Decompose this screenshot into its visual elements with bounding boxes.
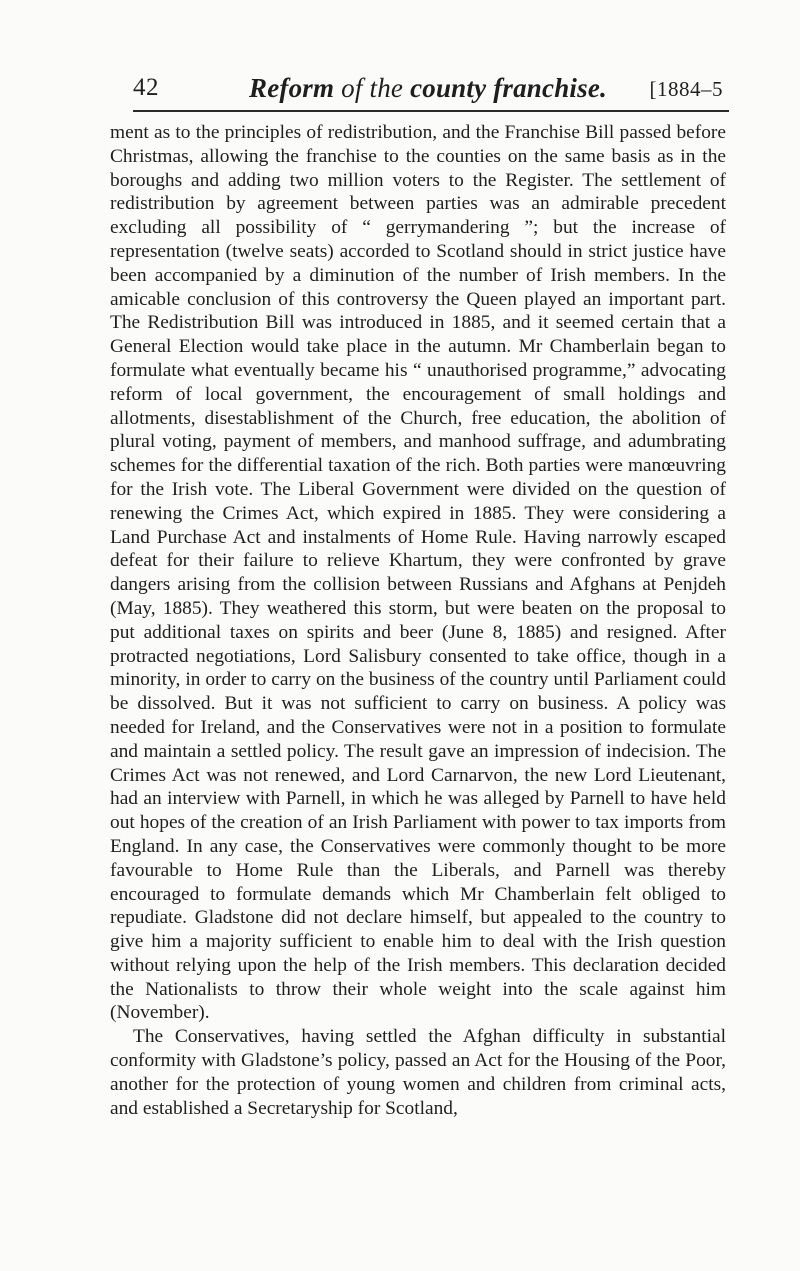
paragraph-conservatives: The Conservatives, having settled the Afghan difficulty in substantial conformity with Gladstone’s policy, passed an Act for the Housing of the Poor, another for the protection of young women and children from criminal acts, and established a Secretaryship for Scotland, — [110, 1026, 726, 1119]
body-text — [110, 121, 726, 1120]
paragraph-continued: ment as to the principles of redistribution, and the Franchise Bill passed before Christmas, allowing the franchise to the counties on the same basis as in the boroughs and adding two million voters to the Register. The settlement of redistribution by agreement between parties was an admirable precedent excluding all possibility of “ gerrymandering ”; but the increase of representation (twelve seats) accorded to Scotland should in strict justice have been accompanied by a diminution of the number of Irish members. In the amicable conclusion of this controversy the Queen played an important part. The Redistribution Bill was introduced in 1885, and it seemed certain that a General Election would take place in the autumn. Mr Chamberlain began to formulate what eventually became his “ unauthorised programme,” advocating reform of local government, the encouragement of small holdings and allotments, disestablishment of the Church, free education, the abolition of plural voting, payment of members, and manhood suffrage, and adumbrating schemes for the differential taxation of the rich. Both parties were manœuvring for the Irish vote. The Liberal Government were divided on the question of renewing the Crimes Act, which expired in 1885. They were considering a Land Purchase Act and instalments of Home Rule. Having narrowly escaped defeat for their failure to relieve Khartum, they were confronted by grave dangers arising from the collision between Russians and Afghans at Penjdeh (May, 1885). They weathered this storm, but were beaten on the proposal to put additional taxes on spirits and beer (June 8, 1885) and resigned. After protracted negotiations, Lord Salisbury consented to take office, though in a minority, in order to carry on the business of the country until Parliament could be dissolved. But it was not sufficient to carry on business. A policy was needed for Ireland, and the Conservatives were not in a position to formulate and maintain a settled policy. The result gave an impression of indecision. The Crimes Act was not renewed, and Lord Carnarvon, the new Lord Lieutenant, had an interview with Parnell, in which he was alleged by Parnell to have held out hopes of the creation of an Irish Parliament with power to tax imports from England. In any case, the Conservatives were commonly thought to be more favourable to Home Rule than the Liberals, and Parnell was thereby encouraged to formulate demands which Mr Chamberlain felt obliged to repudiate. Gladstone did not declare himself, but appealed to the country to give him a majority sufficient to enable him to deal with the Irish question without relying upon the help of the Irish members. This declaration decided the Nationalists to throw their whole weight into the scale against him (November). — [110, 122, 726, 1024]
running-title-reform: Reform — [249, 73, 335, 103]
running-title-county-franchise: county franchise. — [410, 73, 607, 103]
header-rule — [133, 110, 729, 112]
page-header — [133, 68, 723, 108]
page-number: 42 — [133, 74, 159, 101]
running-title — [133, 73, 723, 104]
running-title-of-the: of the — [334, 73, 411, 103]
date-range: [1884–5 — [649, 77, 723, 101]
